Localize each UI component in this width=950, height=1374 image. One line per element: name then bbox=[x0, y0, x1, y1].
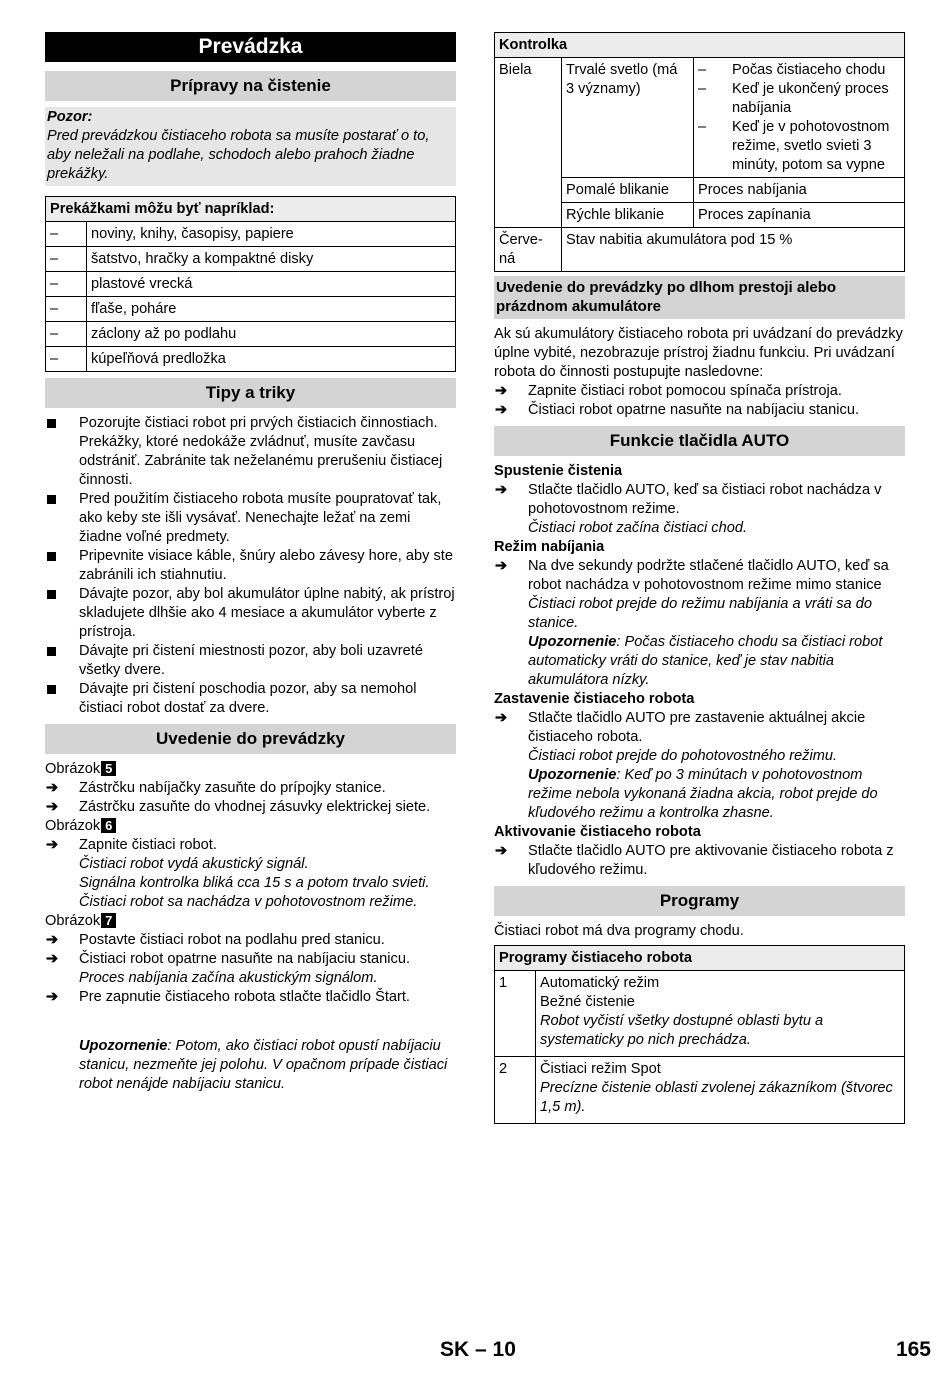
step: ➔ Zástrčku zasuňte do vhodnej zásuvky elektrickej siete. bbox=[46, 799, 431, 815]
section-auto: Funkcie tlačidla AUTO bbox=[494, 426, 905, 456]
step: ➔ Na dve sekundy podržte stlačené tlačidlo AUTO, keď sa robot nachádza v pohotovostnom režime mimo stanice bbox=[495, 558, 889, 593]
arrow-icon: ➔ bbox=[495, 710, 508, 726]
indicator-red: Červe- ná bbox=[495, 228, 562, 272]
indicator-header: Kontrolka bbox=[495, 33, 905, 58]
list-item: Dávajte pri čistení poschodia pozor, aby sa nemohol čistiaci robot dostať za dvere. bbox=[45, 680, 456, 718]
footer-section-code: SK – 10 bbox=[440, 1338, 516, 1361]
section-programs: Programy bbox=[494, 886, 905, 916]
section-preparations: Prípravy na čistenie bbox=[45, 71, 456, 101]
figure-number: 7 bbox=[101, 913, 116, 928]
programs-table bbox=[494, 945, 905, 1124]
page-title: Prevádzka bbox=[45, 32, 456, 62]
result-text: Čistiaci robot prejde do pohotovostného režimu. bbox=[528, 748, 838, 764]
right-column bbox=[494, 32, 905, 1124]
figure-number: 6 bbox=[101, 818, 116, 833]
table-row: – záclony až po podlahu bbox=[46, 322, 456, 347]
result-text: Čistiaci robot vydá akustický signál. bbox=[79, 856, 309, 872]
table-row: – fľaše, poháre bbox=[46, 297, 456, 322]
arrow-icon: ➔ bbox=[46, 837, 59, 853]
programs-intro: Čistiaci robot má dva programy chodu. bbox=[494, 923, 744, 939]
heading-start: Spustenie čistenia bbox=[494, 463, 623, 479]
program-cell: Automatický režim Bežné čistenie Robot vyčistí všetky dostupné oblasti bytu a systematicky po nich prechádza. bbox=[536, 971, 905, 1057]
result-text: Čistiaci robot začína čistiaci chod. bbox=[528, 520, 747, 536]
step: ➔ Stlačte tlačidlo AUTO pre aktivovanie čistiaceho robota z kľudového režimu. bbox=[495, 843, 894, 878]
arrow-icon: ➔ bbox=[46, 932, 59, 948]
indicator-red-meaning: Stav nabitia akumulátora pod 15 % bbox=[562, 228, 905, 272]
obstacles-table bbox=[45, 196, 456, 372]
program-number: 2 bbox=[495, 1057, 536, 1124]
list-item: Pred použitím čistiaceho robota musíte poupratovať tak, ako keby ste išli vysávať. Nenechajte ležať na zemi žiadne voľné predmety. bbox=[45, 490, 456, 547]
step: ➔ Pre zapnutie čistiaceho robota stlačte tlačidlo Štart. bbox=[46, 989, 410, 1005]
step: ➔ Zapnite čistiaci robot. bbox=[46, 837, 217, 853]
table-row bbox=[495, 971, 905, 1057]
arrow-icon: ➔ bbox=[46, 989, 59, 1005]
step: ➔ Čistiaci robot opatrne nasuňte na nabíjaciu stanicu. bbox=[46, 951, 410, 967]
list-item: Pripevnite visiace káble, šnúry alebo závesy hore, aby ste zabránili ich stiahnutiu. bbox=[45, 547, 456, 585]
step: ➔ Stlačte tlačidlo AUTO, keď sa čistiaci robot nachádza v pohotovostnom režime. bbox=[495, 482, 882, 517]
heading-charge: Režim nabíjania bbox=[494, 539, 605, 555]
list-item: Dávajte pozor, aby bol akumulátor úplne nabitý, ak prístroj skladujete dlhšie ako 4 mesiace a akumulátor vyberte z prístroja. bbox=[45, 585, 456, 642]
arrow-icon: ➔ bbox=[495, 482, 508, 498]
arrow-icon: ➔ bbox=[495, 402, 508, 418]
obstacles-header: Prekážkami môžu byť napríklad: bbox=[46, 197, 456, 222]
long-idle-text: Ak sú akumulátory čistiaceho robota pri uvádzaní do prevádzky úplne vybité, nezobrazuje prístroj žiadnu funkciu. Pri uvádzaní robota do činnosti postupujte nasledovne: bbox=[494, 326, 903, 380]
figure-number: 5 bbox=[101, 761, 116, 776]
arrow-icon: ➔ bbox=[46, 780, 59, 796]
indicator-white: Biela bbox=[495, 58, 562, 228]
list-item: Dávajte pri čistení miestnosti pozor, aby boli uzavreté všetky dvere. bbox=[45, 642, 456, 680]
result-text: Signálna kontrolka bliká cca 15 s a potom trvalo svieti. bbox=[79, 875, 430, 891]
page-number: 165 bbox=[895, 1338, 931, 1361]
section-long-idle: Uvedenie do prevádzky po dlhom prestoji alebo prázdnom akumulátore bbox=[494, 276, 905, 319]
program-number: 1 bbox=[495, 971, 536, 1057]
figure-label-7: Obrázok 7 bbox=[45, 912, 456, 931]
note-text: Upozornenie: Potom, ako čistiaci robot opustí nabíjaciu stanicu, nezmeňte jej polohu. V opačnom prípade čistiaci robot nenájde nabíjaciu stanicu. bbox=[79, 1038, 448, 1092]
step: ➔ Zástrčku nabíjačky zasuňte do prípojky stanice. bbox=[46, 780, 386, 796]
table-row bbox=[495, 1057, 905, 1124]
steady-meanings: – Počas čistiaceho chodu – Keď je ukončený proces nabíjania – Keď je v pohotovostnom režime, svetlo svieti 3 minúty, potom sa vypne bbox=[694, 58, 905, 178]
table-row: – plastové vrecká bbox=[46, 272, 456, 297]
indicator-fast-meaning: Proces zapínania bbox=[694, 203, 905, 228]
result-text: Proces nabíjania začína akustickým signálom. bbox=[79, 970, 378, 986]
table-row: – noviny, knihy, časopisy, papiere bbox=[46, 222, 456, 247]
arrow-icon: ➔ bbox=[46, 799, 59, 815]
programs-header: Programy čistiaceho robota bbox=[495, 946, 905, 971]
indicator-slow: Pomalé blikanie bbox=[562, 178, 694, 203]
step: ➔ Stlačte tlačidlo AUTO pre zastavenie aktuálnej akcie čistiaceho robota. bbox=[495, 710, 866, 745]
note-text: Upozornenie: Keď po 3 minútach v pohotovostnom režime nebola vykonaná žiadna akcia, robot prejde do kľudového režimu a kontrolka zhasne. bbox=[528, 767, 878, 821]
program-cell: Čistiaci režim Spot Precízne čistenie oblasti zvolenej zákazníkom (štvorec 1,5 m). bbox=[536, 1057, 905, 1124]
heading-activate: Aktivovanie čistiaceho robota bbox=[494, 824, 701, 840]
list-item: Pozorujte čistiaci robot pri prvých čistiacich činnostiach. Prekážky, ktoré nedokáže zvládnuť, musíte zavčasu odstrániť. Zabránite tak neželanému prerušeniu čistiacej činnosti. bbox=[45, 414, 456, 490]
figure-label-5: Obrázok 5 bbox=[45, 760, 456, 779]
arrow-icon: ➔ bbox=[495, 558, 508, 574]
tips-list bbox=[45, 414, 456, 718]
note-text: Upozornenie: Počas čistiaceho chodu sa čistiaci robot automaticky vráti do stanice, keď je stav nabitia akumulátora nízky. bbox=[528, 634, 883, 688]
heading-stop: Zastavenie čistiaceho robota bbox=[494, 691, 695, 707]
arrow-icon: ➔ bbox=[495, 383, 508, 399]
result-text: Čistiaci robot sa nachádza v pohotovostnom režime. bbox=[79, 894, 418, 910]
arrow-icon: ➔ bbox=[46, 951, 59, 967]
step: ➔ Čistiaci robot opatrne nasuňte na nabíjaciu stanicu. bbox=[495, 402, 859, 418]
indicator-slow-meaning: Proces nabíjania bbox=[694, 178, 905, 203]
section-tips: Tipy a triky bbox=[45, 378, 456, 408]
left-column bbox=[45, 32, 456, 1094]
table-row: – kúpeľňová predložka bbox=[46, 347, 456, 372]
table-row: – šatstvo, hračky a kompaktné disky bbox=[46, 247, 456, 272]
caution-text: Pred prevádzkou čistiaceho robota sa musíte postarať o to, aby neležali na podlahe, schodoch alebo prahoch žiadne prekážky. bbox=[47, 128, 430, 182]
caution-label: Pozor: bbox=[47, 109, 93, 125]
indicator-table bbox=[494, 32, 905, 272]
section-startup: Uvedenie do prevádzky bbox=[45, 724, 456, 754]
arrow-icon: ➔ bbox=[495, 843, 508, 859]
figure-label-6: Obrázok 6 bbox=[45, 817, 456, 836]
result-text: Čistiaci robot prejde do režimu nabíjania a vráti sa do stanice. bbox=[528, 596, 872, 631]
caution-box bbox=[45, 107, 456, 186]
step: ➔ Postavte čistiaci robot na podlahu pred stanicu. bbox=[46, 932, 385, 948]
step: ➔ Zapnite čistiaci robot pomocou spínača prístroja. bbox=[495, 383, 842, 399]
indicator-steady: Trvalé svetlo (má 3 významy) bbox=[562, 58, 694, 178]
indicator-fast: Rýchle blikanie bbox=[562, 203, 694, 228]
